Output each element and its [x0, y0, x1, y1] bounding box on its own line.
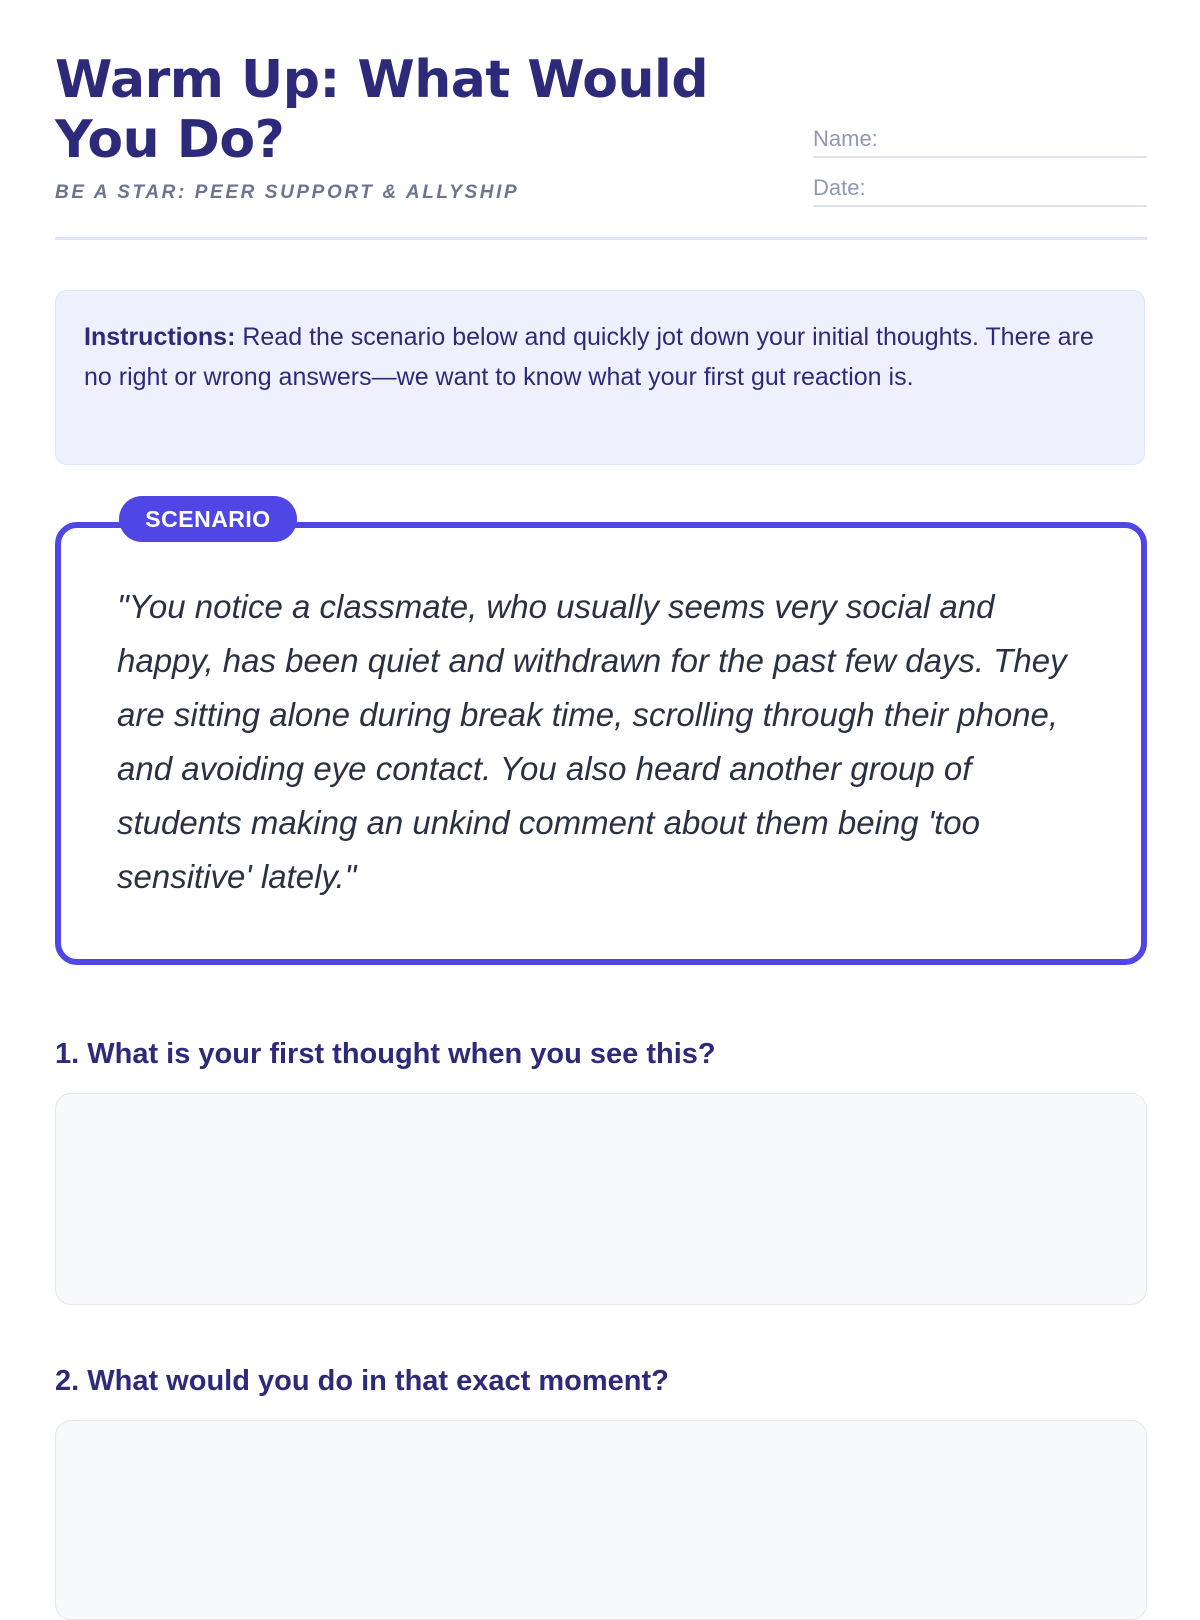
scenario-card	[55, 506, 1147, 965]
scenario-badge: SCENARIO	[119, 496, 297, 542]
date-field[interactable]	[813, 171, 1147, 207]
question-2-answer-box[interactable]	[55, 1420, 1147, 1620]
instructions-label: Instructions:	[84, 323, 236, 351]
page-title: Warm Up: What Would You Do?	[55, 50, 709, 170]
instructions-box	[55, 290, 1145, 465]
question-2-label: 2. What would you do in that exact moment?	[55, 1365, 669, 1397]
worksheet-header	[55, 0, 1147, 240]
scenario-text: "You notice a classmate, who usually seems very social and happy, has been quiet and withdrawn for the past few days. They are sitting alone during break time, scrolling through their phone, and avoiding eye contact. You also heard another group of students making an unkind comment about them being 'too sensitive' lately."	[117, 588, 1067, 895]
instructions-text: Read the scenario below and quickly jot down your initial thoughts. There are no right or wrong answers—we want to know what your first gut reaction is.	[84, 323, 1094, 391]
worksheet-page	[55, 0, 1147, 1397]
name-field[interactable]	[813, 122, 1147, 158]
question-1-label: 1. What is your first thought when you see this?	[55, 1038, 716, 1070]
student-info	[813, 122, 1147, 220]
date-label: Date:	[813, 175, 866, 200]
name-label: Name:	[813, 126, 878, 151]
page-subtitle: BE A STAR: PEER SUPPORT & ALLYSHIP	[55, 182, 520, 203]
question-1-answer-box[interactable]	[55, 1093, 1147, 1305]
